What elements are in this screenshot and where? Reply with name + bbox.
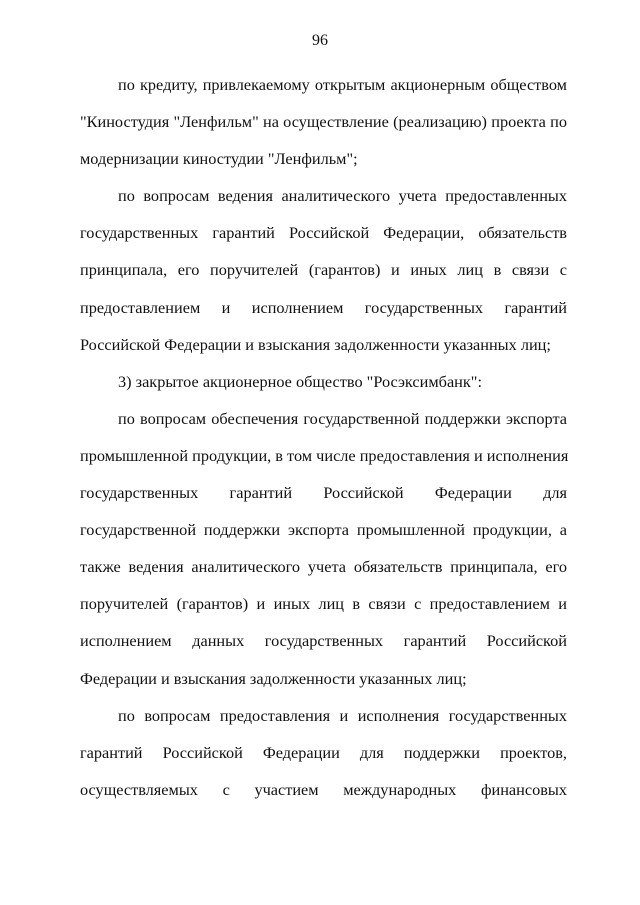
document-body [80,66,567,808]
text-line: Российской Федерации и взыскания задолженности указанных лиц; [80,334,551,354]
text-line: по вопросам обеспечения государственной поддержки экспорта [118,408,567,428]
text-line: осуществляемых с участием международных финансовых [80,779,567,799]
text-line: предоставлением и исполнением государственных гарантий [80,297,567,317]
page-number: 96 [312,32,328,49]
text-line: 3) закрытое акционерное общество "Росэксимбанк": [118,371,482,391]
text-line: по вопросам предоставления и исполнения государственных [118,705,567,725]
text-line: государственных гарантий Российской Федерации для [80,483,567,503]
text-line: гарантий Российской Федерации для поддержки проектов, [80,742,567,762]
text-line: по вопросам ведения аналитического учета предоставленных [118,186,567,206]
text-line: поручителей (гарантов) и иных лиц в связи с предоставлением и [80,594,567,614]
text-line: по кредиту, привлекаемому открытым акционерным обществом [118,75,567,94]
text-line: государственной поддержки экспорта промышленной продукции, а [80,520,567,540]
text-line: также ведения аналитического учета обязательств принципала, его [80,557,567,577]
text-line: модернизации киностудии "Ленфильм"; [80,149,358,169]
text-line: исполнением данных государственных гарантий Российской [80,631,567,651]
text-line: государственных гарантий Российской Федерации, обязательств [80,223,567,243]
text-line: принципала, его поручителей (гарантов) и иных лиц в связи с [80,260,567,280]
text-line: "Киностудия "Ленфильм" на осуществление (реализацию) проекта по [80,112,567,132]
text-line: Федерации и взыскания задолженности указанных лиц; [80,668,467,688]
text-line: промышленной продукции, в том числе предоставления и исполнения [80,445,569,465]
